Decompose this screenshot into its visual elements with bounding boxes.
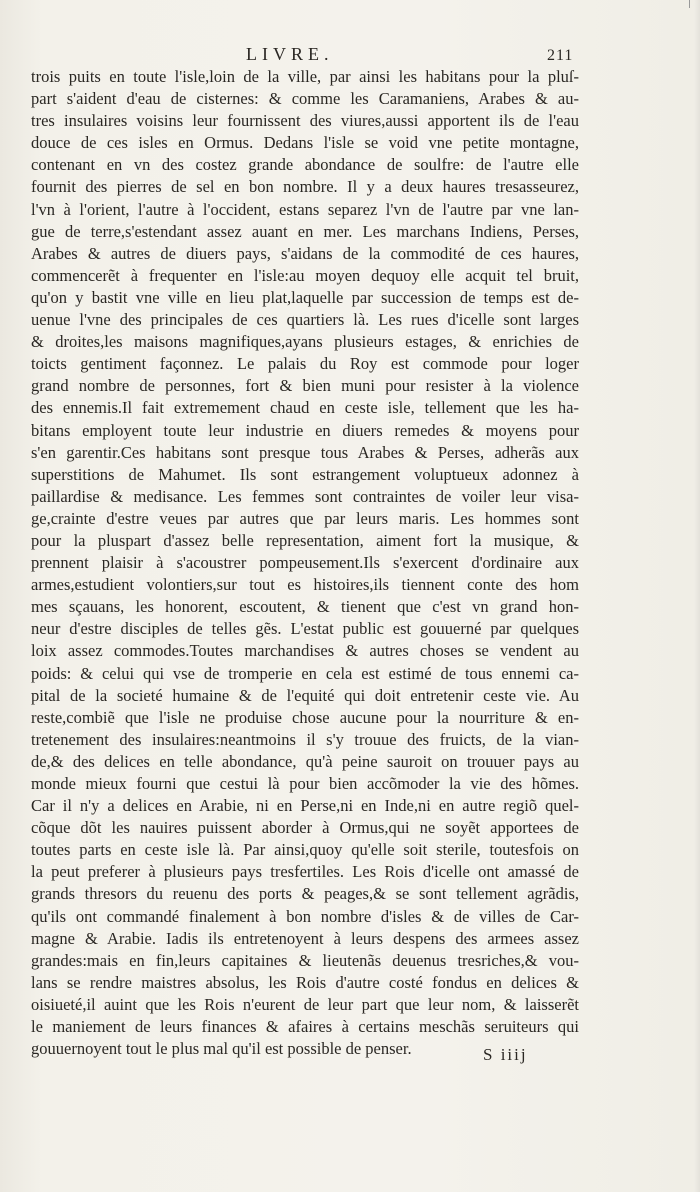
text-line: commencerẽt à frequenter en l'isle:au moyen dequoy elle acquit tel bruit, <box>31 265 579 285</box>
text-line: part s'aident d'eau de cisternes: & comme les Caramaniens, Arabes & au- <box>31 89 579 109</box>
text-line: la peut preferer à plusieurs pays tresfertiles. Les Rois d'icelle ont amassé de <box>31 862 579 882</box>
text-line: trois puits en toute l'isle,loin de la ville, par ainsi les habitans pour la pluſ- <box>31 67 579 86</box>
text-line: superstitions de Mahumet. Ils sont estrangement voluptueux adonnez à <box>31 464 579 484</box>
text-line: qu'on y bastit vne ville en lieu plat,laquelle par succession de temps est de- <box>31 287 579 307</box>
text-line: s'en garentir.Ces habitans sont presque tous Arabes & Perses, adherãs aux <box>31 442 579 462</box>
text-line: le maniement de leurs finances & afaires à certains meschãs seruiteurs qui <box>31 1017 579 1037</box>
text-line: uenue l'vne des principales de ces quartiers là. Les rues d'icelle sont larges <box>31 310 579 330</box>
text-line: & droites,les maisons magnifiques,ayans plusieurs estages, & enrichies de <box>31 332 579 352</box>
text-line: gue de terre,s'estendant assez auant en mer. Les marchans Indiens, Perses, <box>31 221 579 241</box>
text-line: loix assez commodes.Toutes marchandises & autres choses se vendent au <box>31 641 579 661</box>
text-line: grandes:mais en fin,leurs capitaines & lieutenãs deuenus tresriches,& vou- <box>31 950 579 970</box>
text-line: l'vn à l'orient, l'autre à l'occident, estans separez l'vn de l'autre par vne lan- <box>31 199 579 219</box>
text-line: mes sçauans, les honorent, escoutent, & tienent que c'est vn grand hon- <box>31 597 579 617</box>
text-line: bitans employent toute leur industrie en diuers remedes & moyens pour <box>31 420 579 440</box>
text-line: pour la pluspart d'assez belle representation, aiment fort la musique, & <box>31 530 579 550</box>
page-edge-shadow <box>694 0 700 1192</box>
text-line: poids: & celui qui vse de tromperie en cela est estimé de tous ennemi ca- <box>31 663 579 683</box>
text-line: monde mieux fourni que cestui là pour bien accõmoder la vie des hõmes. <box>31 774 579 793</box>
text-line: paillardise & medisance. Les femmes sont contraintes de voiler leur visa- <box>31 486 579 506</box>
text-line: de,& des delices en telle abondance, qu'à peine sauroit on trouuer pays au <box>31 751 579 771</box>
text-line: gouuernoyent tout le plus mal qu'il est possible de penser. <box>31 1039 412 1059</box>
text-line: ge,crainte d'estre veues par autres que par leurs maris. Les hommes sont <box>31 508 579 528</box>
text-line: contenant en vn des costez grande abondance de soulfre: de l'autre elle <box>31 155 579 175</box>
text-line: douce de ces isles en Ormus. Dedans l'isle se void vne petite montagne, <box>31 133 579 153</box>
text-line: des ennemis.Il fait extremement chaud en ceste isle, tellement que les ha- <box>31 398 579 418</box>
text-line: armes,estudient volontiers,sur tout es histoires,ils tiennent conte des hom <box>31 575 579 595</box>
text-line: tretenement des insulaires:neantmoins il s'y trouue des fruicts, de la vian- <box>31 729 579 749</box>
text-line: neur d'estre disciples de telles gẽs. L'estat public est gouuerné par quelques <box>31 619 579 639</box>
folio-number: 211 <box>547 47 574 64</box>
text-line: grand nombre de personnes, fort & bien muni pour resister à la violence <box>31 376 579 396</box>
text-line: Arabes & autres de diuers pays, s'aidans de la commodité de ces haures, <box>31 243 579 263</box>
text-line: cõque dõt les nauires puissent aborder à Ormus,qui ne soyẽt apportees de <box>31 818 579 838</box>
text-line: magne & Arabie. Iadis ils entretenoyent à leurs despens des armees assez <box>31 928 579 948</box>
margin-mark <box>689 0 690 8</box>
body-text <box>31 66 579 1060</box>
text-line: fournit des pierres de sel en bon nombre. Il y a deux haures tresasseurez, <box>31 177 579 197</box>
text-line: pital de la societé humaine & de l'equité qui doit entretenir ceste vie. Au <box>31 685 579 705</box>
text-line: toutes parts en ceste isle là. Par ainsi,quoy qu'elle soit sterile, toutesfois on <box>31 840 579 860</box>
text-line: toicts gentiment façonnez. Le palais du Roy est commode pour loger <box>31 354 579 374</box>
text-line: qu'ils ont commandé finalement à bon nombre d'isles & de villes de Car- <box>31 906 579 926</box>
signature-mark: S iiij <box>483 1045 528 1064</box>
text-line: lans se rendre maistres absolus, les Rois d'autre costé fondus en delices & <box>31 972 579 992</box>
text-line: oisiueté,il auint que les Rois n'eurent de leur part que leur nom, & laisserẽt <box>31 994 579 1014</box>
text-line: grands thresors du reuenu des ports & peages,& se sont tellement agrãdis, <box>31 884 579 904</box>
text-line: tres insulaires voisins leur fournissent des viures,aussi apportent ils de l'eau <box>31 111 579 131</box>
running-title: LIVRE. <box>246 44 334 64</box>
text-line: reste,combiẽ que l'isle ne produise chose aucune pour la nourriture & en- <box>31 707 579 727</box>
text-line: Car il n'y a delices en Arabie, ni en Perse,ni en Inde,ni en autre regiõ quel- <box>31 796 579 816</box>
text-line: prennent plaisir à s'acoustrer pompeusement.Ils s'exercent d'ordinaire aux <box>31 553 579 573</box>
